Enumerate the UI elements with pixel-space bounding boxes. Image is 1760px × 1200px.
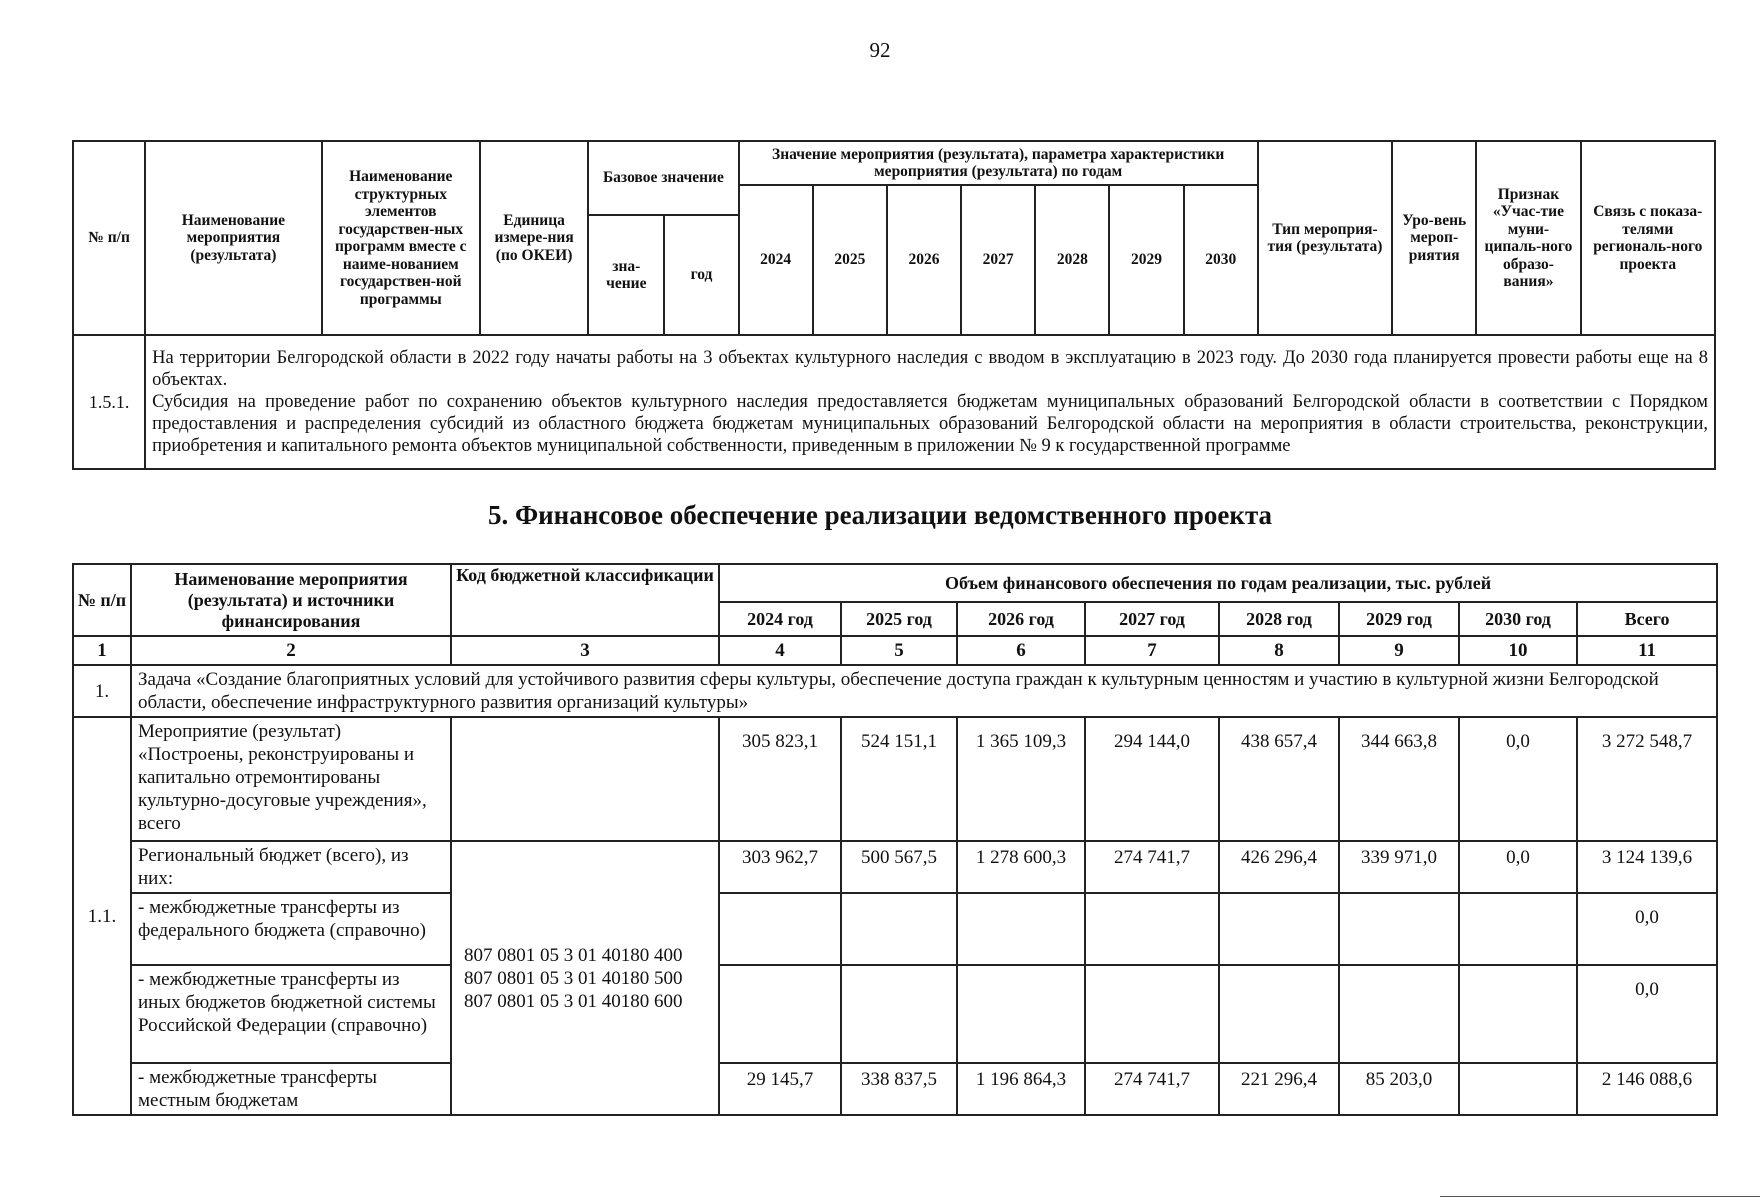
table-row (73, 1063, 1717, 1115)
header-year: 2026 год (957, 602, 1085, 636)
value-cell (719, 893, 841, 965)
budget-code: 807 0801 05 3 01 40180 600 (464, 990, 683, 1012)
row-description (145, 335, 1715, 469)
budget-code: 807 0801 05 3 01 40180 400 (464, 944, 683, 966)
index-cell: 1 (73, 636, 131, 665)
header-year: 2027 год (1085, 602, 1219, 636)
value-cell (1339, 965, 1459, 1063)
value-cell: 2 146 088,6 (1577, 1063, 1717, 1115)
index-cell: 5 (841, 636, 957, 665)
header-link: Связь с показа-телями региональ-ного проекта (1581, 141, 1715, 335)
value-cell: 500 567,5 (841, 841, 957, 893)
row-label: - межбюджетные трансферты из федерального бюджета (справочно) (131, 893, 451, 965)
item-number: 1.1. (73, 717, 131, 1115)
header-year: 2024 год (719, 602, 841, 636)
section-title: 5. Финансовое обеспечение реализации ведомственного проекта (487, 500, 1273, 530)
results-table (72, 140, 1716, 470)
header-year: 2024 (739, 185, 813, 335)
value-cell (1459, 893, 1577, 965)
value-cell: 1 278 600,3 (957, 841, 1085, 893)
page-edge-line (1440, 1196, 1760, 1197)
header-structural: Наименование структурных элементов государствен-ных программ вместе с наиме-нованием государствен-ной программы (322, 141, 480, 335)
header-type: Тип мероприя-тия (результата) (1258, 141, 1392, 335)
value-cell: 274 741,7 (1085, 841, 1219, 893)
value-cell: 338 837,5 (841, 1063, 957, 1115)
value-cell: 0,0 (1577, 965, 1717, 1063)
value-cell: 85 203,0 (1339, 1063, 1459, 1115)
header-values-by-year: Значение мероприятия (результата), параметра характеристики мероприятия (результата) по годам (739, 141, 1258, 185)
index-cell: 9 (1339, 636, 1459, 665)
value-cell: 303 962,7 (719, 841, 841, 893)
value-cell: 221 296,4 (1219, 1063, 1339, 1115)
header-municipal: Признак «Учас-тие муни-ципаль-ного образо-вания» (1476, 141, 1580, 335)
index-cell: 4 (719, 636, 841, 665)
header-unit: Единица измере-ния (по ОКЕИ) (480, 141, 588, 335)
header-year: 2027 (961, 185, 1035, 335)
index-cell: 6 (957, 636, 1085, 665)
budget-code: 807 0801 05 3 01 40180 500 (464, 967, 683, 989)
table-row (73, 893, 1717, 965)
row-label: Мероприятие (результат) «Построены, реконструированы и капитально отремонтированы культурно-досуговые учреждения», всего (131, 717, 451, 841)
value-cell (957, 893, 1085, 965)
value-cell (1459, 965, 1577, 1063)
budget-codes (451, 841, 719, 1115)
code-cell-empty (451, 717, 719, 841)
value-cell: 0,0 (1577, 893, 1717, 965)
value-cell: 426 296,4 (1219, 841, 1339, 893)
header-year: 2025 (813, 185, 887, 335)
index-cell: 11 (1577, 636, 1717, 665)
value-cell: 305 823,1 (719, 717, 841, 841)
index-cell: 2 (131, 636, 451, 665)
header-year: 2030 (1184, 185, 1258, 335)
value-cell (841, 893, 957, 965)
value-cell (1219, 965, 1339, 1063)
value-cell: 1 196 864,3 (957, 1063, 1085, 1115)
row-label: - межбюджетные трансферты местным бюджетам (131, 1063, 451, 1115)
value-cell (1339, 893, 1459, 965)
row-number: 1.5.1. (73, 335, 145, 469)
header-name: Наименование мероприятия (результата) и источники финансирования (131, 564, 451, 636)
header-name: Наименование мероприятия (результата) (145, 141, 321, 335)
description-paragraph: На территории Белгородской области в 2022 году начаты работы на 3 объектах культурного наследия с вводом в эксплуатацию в 2023 году. До 2030 года планируется провести работы еще на 8 объектах. (152, 348, 1708, 390)
table-row (73, 717, 1717, 841)
value-cell: 438 657,4 (1219, 717, 1339, 841)
value-cell: 1 365 109,3 (957, 717, 1085, 841)
value-cell: 339 971,0 (1339, 841, 1459, 893)
value-cell (1219, 893, 1339, 965)
header-base: Базовое значение (588, 141, 738, 215)
header-num: № п/п (73, 141, 145, 335)
value-cell (719, 965, 841, 1063)
index-cell: 10 (1459, 636, 1577, 665)
value-cell: 0,0 (1459, 717, 1577, 841)
header-year: 2026 (887, 185, 961, 335)
table-row (73, 965, 1717, 1063)
value-cell (957, 965, 1085, 1063)
value-cell (1085, 965, 1219, 1063)
value-cell (1459, 1063, 1577, 1115)
value-cell: 0,0 (1459, 841, 1577, 893)
value-cell (1085, 893, 1219, 965)
page-number: 92 (869, 38, 891, 62)
header-year: 2030 год (1459, 602, 1577, 636)
header-code: Код бюджетной классификации (451, 564, 719, 636)
header-year: 2028 (1035, 185, 1109, 335)
header-base-year: год (664, 215, 738, 335)
header-year: 2029 год (1339, 602, 1459, 636)
table-row (73, 841, 1717, 893)
task-number: 1. (73, 665, 131, 717)
value-cell: 29 145,7 (719, 1063, 841, 1115)
header-year: 2028 год (1219, 602, 1339, 636)
index-cell: 8 (1219, 636, 1339, 665)
header-year: 2029 (1109, 185, 1183, 335)
value-cell: 3 124 139,6 (1577, 841, 1717, 893)
header-base-value: зна-чение (588, 215, 664, 335)
description-paragraph: Субсидия на проведение работ по сохранению объектов культурного наследия предоставляется бюджетам муниципальных образований Белгородской области в соответствии с Порядком предоставления и распределения субсидий из областного бюджета бюджетам муниципальных образований Белгородской области на мероприятия в области строительства, реконструкции, приобретения и капитального ремонта объектов муниципальной собственности, приведенным в приложении № 9 к государственной программе (152, 392, 1708, 456)
header-total: Всего (1577, 602, 1717, 636)
header-level: Уро-вень мероп-риятия (1392, 141, 1476, 335)
row-label: - межбюджетные трансферты из иных бюджетов бюджетной системы Российской Федерации (справочно) (131, 965, 451, 1063)
task-description: Задача «Создание благоприятных условий для устойчивого развития сферы культуры, обеспечение доступа граждан к культурным ценностям и участию в культурной жизни Белгородской области, обеспечение инфраструктурного развития организаций культуры» (131, 665, 1717, 717)
value-cell: 294 144,0 (1085, 717, 1219, 841)
value-cell: 344 663,8 (1339, 717, 1459, 841)
index-cell: 7 (1085, 636, 1219, 665)
value-cell: 3 272 548,7 (1577, 717, 1717, 841)
financing-table (72, 563, 1718, 1116)
header-volume: Объем финансового обеспечения по годам реализации, тыс. рублей (719, 564, 1717, 602)
index-cell: 3 (451, 636, 719, 665)
value-cell (841, 965, 957, 1063)
value-cell: 274 741,7 (1085, 1063, 1219, 1115)
row-label: Региональный бюджет (всего), из них: (131, 841, 451, 893)
header-num: № п/п (73, 564, 131, 636)
header-year: 2025 год (841, 602, 957, 636)
value-cell: 524 151,1 (841, 717, 957, 841)
